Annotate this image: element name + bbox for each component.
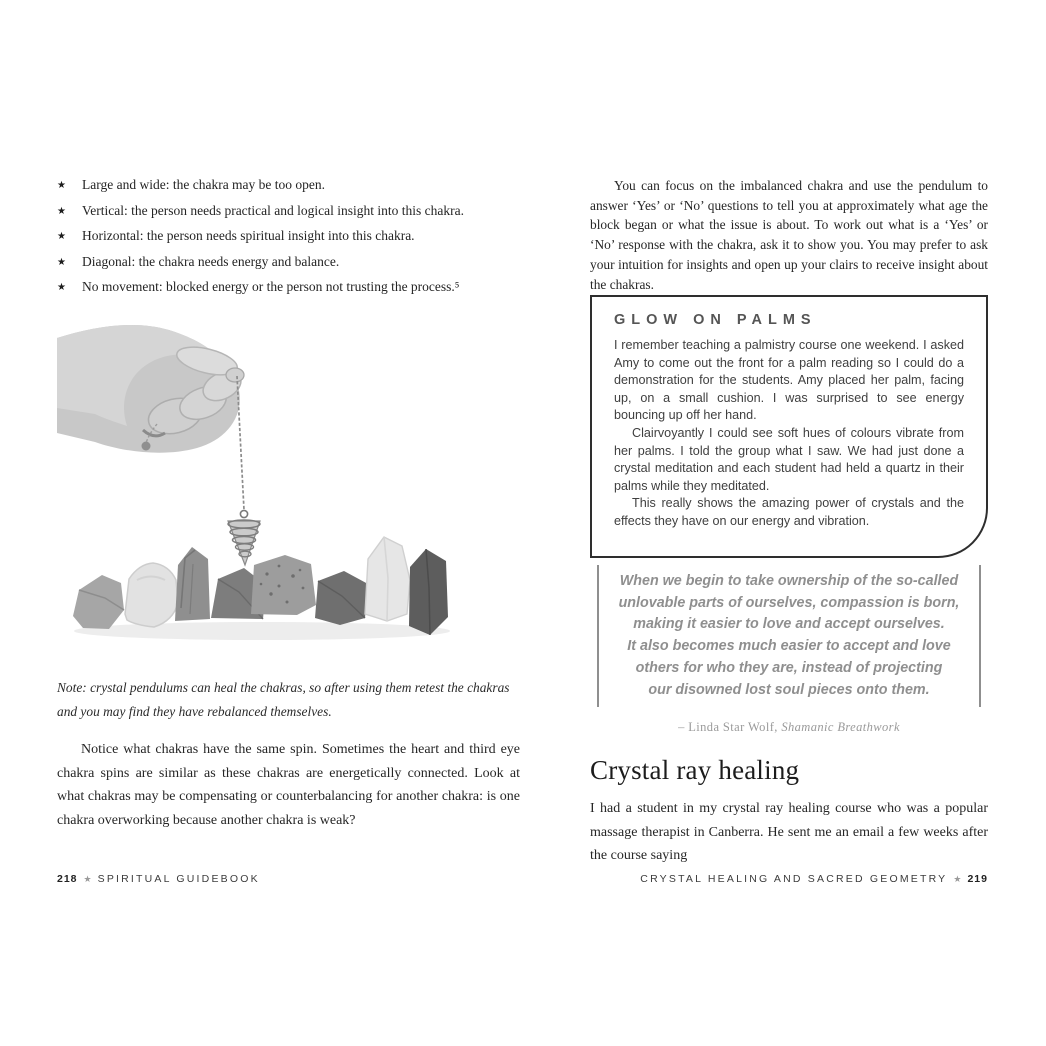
quote-line: making it easier to love and accept ourselves. <box>633 616 945 633</box>
glow-on-palms-callout <box>590 295 988 558</box>
star-icon: ★ <box>83 874 92 884</box>
list-item <box>57 275 532 301</box>
attribution-source: Shamanic Breathwork <box>781 720 900 735</box>
crystal-row <box>73 537 448 635</box>
page-number: 218 <box>57 873 78 885</box>
attribution-name: – Linda Star Wolf, <box>678 720 782 735</box>
callout-paragraph: Clairvoyantly I could see soft hues of colours vibrate from her palms. I told the group what I saw. We had just done a crystal meditation and each student had held a quartz in their palms while they meditated. <box>614 425 964 493</box>
pull-quote <box>597 565 981 735</box>
bullet-text: Large and wide: the chakra may be too open. <box>82 177 326 192</box>
page-number: 219 <box>967 873 988 885</box>
star-bullet-icon: ★ <box>57 231 66 243</box>
right-page-intro-paragraph: You can focus on the imbalanced chakra and use the pendulum to answer ‘Yes’ or ‘No’ questions to tell you at approximately what age the block began or what the issue is about. To work out what is a ‘Yes’ or ‘No’ response with the chakra, ask it to show you. You may prefer to ask your intuition for insights and open up your clairs to receive insight about the chakras. <box>590 178 988 292</box>
quote-line: others for who they are, instead of projecting <box>635 659 943 676</box>
callout-paragraph: This really shows the amazing power of crystals and the effects they have on our energy and vibration. <box>614 496 964 528</box>
pendulum-photo-illustration <box>57 318 460 649</box>
star-icon: ★ <box>953 874 962 884</box>
callout-title: GLOW ON PALMS <box>614 312 817 328</box>
quote-line: It also becomes much easier to accept and love <box>627 638 951 655</box>
chakra-swing-bullet-list <box>57 173 532 301</box>
left-page-footer <box>57 873 260 885</box>
callout-paragraph: I remember teaching a palmistry course one weekend. I asked Amy to come out the front for a palm reading so I could do a demonstration for the students. Amy placed her palm, facing up, on a small cushion. I was surprised to see energy bouncing up off her hand. <box>614 338 964 423</box>
pendulum-photo <box>57 318 460 649</box>
quote-line: unlovable parts of ourselves, compassion is born, <box>618 594 960 611</box>
quote-line: When we begin to take ownership of the so-called <box>619 573 959 589</box>
list-item <box>57 199 532 225</box>
right-page-closing-paragraph: I had a student in my crystal ray healing course who was a popular massage therapist in Canberra. He sent me an email a few weeks after the course saying <box>590 801 988 863</box>
bullet-text: No movement: blocked energy or the person not trusting the process.⁵ <box>82 279 460 295</box>
pendulum-icon <box>228 510 260 565</box>
left-page-paragraph: Notice what chakras have the same spin. Sometimes the heart and third eye chakra spins are similar as these chakras are energetically connected. Look at what chakras may be compensating or counterbalancing for another chakra: is one chakra overworking because another chakra is weak? <box>57 742 520 828</box>
book-title: SPIRITUAL GUIDEBOOK <box>97 873 260 885</box>
bullet-text: Vertical: the person needs practical and logical insight into this chakra. <box>82 202 465 218</box>
note-caption: Note: crystal pendulums can heal the chakras, so after using them retest the chakras and you may find they have rebalanced themselves. <box>57 680 510 719</box>
right-page-footer <box>640 873 988 885</box>
section-heading: Crystal ray healing <box>590 755 800 785</box>
bullet-text: Diagonal: the chakra needs energy and balance. <box>82 253 340 269</box>
pull-quote-text <box>597 565 981 707</box>
quote-line: our disowned lost soul pieces onto them. <box>648 681 930 698</box>
star-bullet-icon: ★ <box>57 205 66 217</box>
list-item <box>57 250 532 276</box>
star-bullet-icon: ★ <box>57 180 66 191</box>
quote-attribution <box>597 720 981 735</box>
bullet-text: Horizontal: the person needs spiritual insight into this chakra. <box>82 228 415 244</box>
hand-illustration <box>57 325 246 453</box>
ground-shadow <box>74 622 450 640</box>
star-bullet-icon: ★ <box>57 282 66 294</box>
list-item <box>57 224 532 250</box>
star-bullet-icon: ★ <box>57 256 66 268</box>
chain-end-bead <box>142 442 151 451</box>
list-item <box>57 173 532 199</box>
chapter-title: CRYSTAL HEALING AND SACRED GEOMETRY <box>640 873 948 885</box>
